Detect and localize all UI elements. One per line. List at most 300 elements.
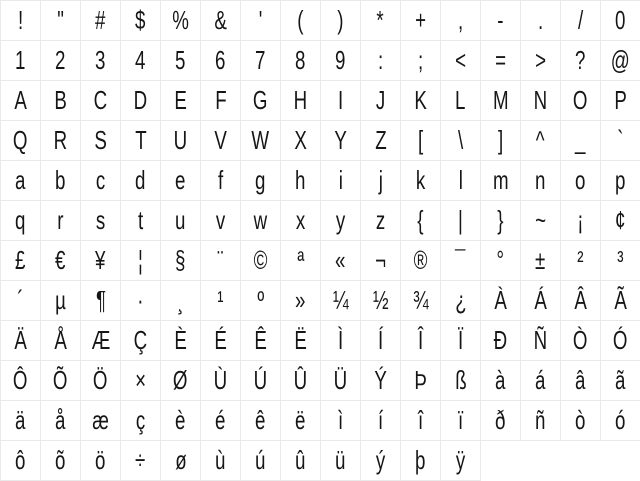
glyph: q bbox=[15, 205, 26, 235]
glyph: # bbox=[95, 5, 106, 35]
glyph: Y bbox=[334, 125, 347, 155]
glyph: Z bbox=[374, 125, 387, 155]
glyph-cell bbox=[321, 1, 361, 41]
glyph-cell bbox=[481, 81, 521, 121]
glyph: 5 bbox=[175, 45, 186, 75]
glyph-cell bbox=[81, 441, 121, 481]
glyph: m bbox=[492, 165, 509, 195]
glyph: t bbox=[137, 205, 144, 235]
glyph: b bbox=[55, 165, 66, 195]
glyph: r bbox=[57, 205, 64, 235]
glyph: A bbox=[14, 85, 27, 115]
glyph: ´ bbox=[17, 285, 24, 315]
glyph: ¬ bbox=[375, 245, 386, 275]
glyph: ¯ bbox=[455, 245, 466, 275]
glyph: ¸ bbox=[177, 285, 184, 315]
glyph: $ bbox=[135, 5, 146, 35]
glyph-cell bbox=[521, 241, 561, 281]
glyph: Ò bbox=[573, 325, 588, 355]
glyph-cell bbox=[481, 1, 521, 41]
glyph: 3 bbox=[95, 45, 106, 75]
glyph: » bbox=[295, 285, 306, 315]
glyph-cell bbox=[521, 161, 561, 201]
glyph-cell bbox=[1, 321, 41, 361]
glyph: Ó bbox=[613, 325, 628, 355]
glyph: º bbox=[257, 285, 264, 315]
glyph-cell bbox=[161, 201, 201, 241]
glyph: ï bbox=[457, 405, 464, 435]
glyph: < bbox=[455, 45, 466, 75]
glyph: ` bbox=[617, 125, 624, 155]
glyph-cell bbox=[521, 361, 561, 401]
glyph: ? bbox=[575, 45, 586, 75]
glyph-cell bbox=[321, 361, 361, 401]
glyph-cell bbox=[281, 161, 321, 201]
glyph-cell bbox=[321, 281, 361, 321]
glyph-cell bbox=[401, 321, 441, 361]
glyph: Ý bbox=[374, 365, 387, 395]
glyph: ' bbox=[258, 5, 263, 35]
glyph-cell bbox=[161, 241, 201, 281]
glyph: ¶ bbox=[95, 285, 106, 315]
glyph-cell bbox=[441, 161, 481, 201]
glyph: U bbox=[173, 125, 188, 155]
glyph: ë bbox=[295, 405, 306, 435]
glyph: n bbox=[535, 165, 546, 195]
glyph-cell bbox=[1, 241, 41, 281]
glyph-cell bbox=[401, 401, 441, 441]
glyph-cell bbox=[121, 441, 161, 481]
glyph-cell bbox=[201, 41, 241, 81]
glyph-cell bbox=[561, 241, 601, 281]
glyph: & bbox=[214, 5, 227, 35]
glyph: á bbox=[535, 365, 546, 395]
glyph-cell bbox=[201, 441, 241, 481]
glyph: Â bbox=[574, 285, 587, 315]
glyph-cell bbox=[1, 161, 41, 201]
glyph: - bbox=[497, 5, 504, 35]
glyph: þ bbox=[415, 445, 426, 475]
glyph-cell bbox=[41, 121, 81, 161]
glyph: ÷ bbox=[135, 445, 146, 475]
glyph-cell bbox=[561, 1, 601, 41]
glyph-cell bbox=[361, 321, 401, 361]
glyph-cell bbox=[601, 241, 640, 281]
empty-cell bbox=[561, 441, 601, 481]
glyph: L bbox=[455, 85, 466, 115]
glyph: : bbox=[377, 45, 384, 75]
glyph-cell bbox=[81, 401, 121, 441]
glyph: § bbox=[175, 245, 186, 275]
glyph-cell bbox=[161, 1, 201, 41]
glyph: ¨ bbox=[217, 245, 224, 275]
glyph-cell bbox=[481, 281, 521, 321]
glyph: ì bbox=[337, 405, 344, 435]
glyph: H bbox=[293, 85, 308, 115]
glyph: e bbox=[175, 165, 186, 195]
glyph: ® bbox=[413, 245, 428, 275]
glyph-cell bbox=[361, 361, 401, 401]
glyph-cell bbox=[81, 321, 121, 361]
glyph-cell bbox=[201, 81, 241, 121]
glyph: ý bbox=[375, 445, 386, 475]
glyph: À bbox=[494, 285, 507, 315]
glyph: j bbox=[378, 165, 383, 195]
glyph: y bbox=[335, 205, 346, 235]
glyph: i bbox=[338, 165, 343, 195]
glyph-cell bbox=[401, 281, 441, 321]
glyph: Ì bbox=[337, 325, 344, 355]
glyph-cell bbox=[241, 321, 281, 361]
glyph: à bbox=[495, 365, 506, 395]
glyph-cell bbox=[601, 281, 640, 321]
glyph-cell bbox=[521, 81, 561, 121]
glyph: é bbox=[215, 405, 226, 435]
glyph-cell bbox=[201, 241, 241, 281]
glyph-cell bbox=[561, 161, 601, 201]
glyph: × bbox=[135, 365, 146, 395]
glyph: ; bbox=[417, 45, 424, 75]
glyph: è bbox=[175, 405, 186, 435]
glyph: Ú bbox=[253, 365, 268, 395]
glyph: 4 bbox=[135, 45, 146, 75]
glyph: = bbox=[495, 45, 506, 75]
glyph-cell bbox=[481, 241, 521, 281]
glyph: 9 bbox=[335, 45, 346, 75]
glyph: Ô bbox=[13, 365, 28, 395]
glyph: Ð bbox=[493, 325, 508, 355]
glyph: í bbox=[377, 405, 384, 435]
glyph: " bbox=[57, 5, 64, 35]
glyph: G bbox=[253, 85, 268, 115]
glyph-cell bbox=[441, 81, 481, 121]
glyph: N bbox=[533, 85, 548, 115]
glyph-cell bbox=[561, 321, 601, 361]
glyph-cell bbox=[201, 361, 241, 401]
glyph-cell bbox=[521, 121, 561, 161]
glyph-cell bbox=[401, 201, 441, 241]
glyph-cell bbox=[201, 281, 241, 321]
glyph: [ bbox=[417, 125, 424, 155]
glyph: Û bbox=[293, 365, 308, 395]
glyph-cell bbox=[241, 161, 281, 201]
glyph-cell bbox=[281, 241, 321, 281]
glyph: Ä bbox=[14, 325, 27, 355]
glyph-cell bbox=[121, 81, 161, 121]
glyph-cell bbox=[241, 361, 281, 401]
glyph-cell bbox=[241, 441, 281, 481]
glyph-cell bbox=[281, 1, 321, 41]
glyph-cell bbox=[201, 121, 241, 161]
glyph: ! bbox=[17, 5, 24, 35]
glyph: d bbox=[135, 165, 146, 195]
glyph-cell bbox=[441, 321, 481, 361]
glyph: { bbox=[417, 205, 424, 235]
glyph-cell bbox=[321, 41, 361, 81]
glyph: ê bbox=[255, 405, 266, 435]
glyph-cell bbox=[241, 401, 281, 441]
glyph: Q bbox=[13, 125, 28, 155]
glyph-cell bbox=[521, 401, 561, 441]
glyph-cell bbox=[441, 121, 481, 161]
glyph-cell bbox=[1, 361, 41, 401]
glyph: û bbox=[295, 445, 306, 475]
glyph: @ bbox=[610, 45, 631, 75]
glyph: ß bbox=[454, 365, 467, 395]
glyph: ^ bbox=[536, 125, 545, 155]
glyph-cell bbox=[441, 361, 481, 401]
glyph: Á bbox=[534, 285, 547, 315]
glyph: \ bbox=[457, 125, 464, 155]
glyph-cell bbox=[361, 1, 401, 41]
glyph-cell bbox=[41, 161, 81, 201]
glyph: u bbox=[175, 205, 186, 235]
glyph: ( bbox=[297, 5, 304, 35]
glyph: X bbox=[294, 125, 307, 155]
glyph: € bbox=[55, 245, 66, 275]
glyph-cell bbox=[481, 361, 521, 401]
glyph-cell bbox=[281, 201, 321, 241]
glyph-cell bbox=[441, 241, 481, 281]
glyph-cell bbox=[401, 41, 441, 81]
glyph: ò bbox=[575, 405, 586, 435]
glyph: Î bbox=[417, 325, 424, 355]
glyph: ã bbox=[615, 365, 626, 395]
glyph-cell bbox=[41, 441, 81, 481]
glyph: ¦ bbox=[138, 245, 143, 275]
glyph: D bbox=[133, 85, 148, 115]
glyph-cell bbox=[1, 1, 41, 41]
glyph: l bbox=[458, 165, 463, 195]
glyph-cell bbox=[361, 241, 401, 281]
glyph: Ê bbox=[254, 325, 267, 355]
glyph: ú bbox=[255, 445, 266, 475]
glyph: . bbox=[537, 5, 544, 35]
glyph-cell bbox=[281, 41, 321, 81]
glyph: Õ bbox=[53, 365, 68, 395]
glyph: Ü bbox=[333, 365, 348, 395]
glyph-cell bbox=[241, 41, 281, 81]
glyph-cell bbox=[441, 41, 481, 81]
empty-cell bbox=[481, 441, 521, 481]
glyph: ¿ bbox=[454, 285, 467, 315]
glyph: z bbox=[375, 205, 386, 235]
glyph-cell bbox=[321, 441, 361, 481]
glyph: F bbox=[214, 85, 227, 115]
glyph: ó bbox=[615, 405, 626, 435]
glyph-cell bbox=[361, 441, 401, 481]
glyph: ô bbox=[15, 445, 26, 475]
glyph: î bbox=[417, 405, 424, 435]
glyph-cell bbox=[321, 321, 361, 361]
glyph: + bbox=[415, 5, 426, 35]
glyph-cell bbox=[521, 41, 561, 81]
glyph-cell bbox=[41, 81, 81, 121]
glyph: ä bbox=[15, 405, 26, 435]
glyph-cell bbox=[321, 121, 361, 161]
glyph-cell bbox=[121, 121, 161, 161]
glyph: ö bbox=[95, 445, 106, 475]
glyph-cell bbox=[401, 241, 441, 281]
glyph-cell bbox=[601, 1, 640, 41]
glyph: ø bbox=[174, 445, 187, 475]
glyph-cell bbox=[481, 321, 521, 361]
empty-cell bbox=[601, 441, 640, 481]
glyph: â bbox=[575, 365, 586, 395]
glyph-cell bbox=[41, 241, 81, 281]
glyph-cell bbox=[161, 41, 201, 81]
glyph: / bbox=[577, 5, 584, 35]
glyph: E bbox=[174, 85, 187, 115]
glyph: Ø bbox=[173, 365, 188, 395]
glyph-cell bbox=[121, 321, 161, 361]
glyph-cell bbox=[1, 281, 41, 321]
glyph: K bbox=[414, 85, 427, 115]
glyph-cell bbox=[361, 121, 401, 161]
glyph-cell bbox=[121, 281, 161, 321]
glyph-cell bbox=[361, 201, 401, 241]
glyph: k bbox=[415, 165, 426, 195]
glyph-cell bbox=[281, 441, 321, 481]
glyph-cell bbox=[601, 401, 640, 441]
glyph: å bbox=[55, 405, 66, 435]
glyph: _ bbox=[575, 125, 586, 155]
glyph: ³ bbox=[617, 245, 624, 275]
glyph: P bbox=[614, 85, 627, 115]
glyph-cell bbox=[441, 401, 481, 441]
glyph-cell bbox=[441, 281, 481, 321]
glyph-cell bbox=[121, 41, 161, 81]
glyph-cell bbox=[121, 1, 161, 41]
glyph-cell bbox=[481, 201, 521, 241]
glyph-cell bbox=[81, 241, 121, 281]
glyph: µ bbox=[55, 285, 66, 315]
glyph: ¥ bbox=[95, 245, 106, 275]
glyph: a bbox=[15, 165, 26, 195]
glyph: 1 bbox=[15, 45, 26, 75]
glyph-cell bbox=[81, 161, 121, 201]
glyph: ½ bbox=[372, 285, 389, 315]
glyph: f bbox=[217, 165, 224, 195]
glyph: W bbox=[251, 125, 270, 155]
glyph-cell bbox=[561, 201, 601, 241]
glyph-cell bbox=[121, 241, 161, 281]
glyph-cell bbox=[81, 1, 121, 41]
glyph: ) bbox=[337, 5, 344, 35]
glyph: c bbox=[95, 165, 106, 195]
glyph-cell bbox=[561, 81, 601, 121]
glyph-cell bbox=[201, 321, 241, 361]
glyph-cell bbox=[481, 121, 521, 161]
glyph: É bbox=[214, 325, 227, 355]
glyph: © bbox=[253, 245, 268, 275]
empty-cell bbox=[521, 441, 561, 481]
glyph: ~ bbox=[535, 205, 546, 235]
glyph: Þ bbox=[414, 365, 427, 395]
glyph: Æ bbox=[91, 325, 110, 355]
glyph-cell bbox=[41, 401, 81, 441]
glyph-cell bbox=[321, 201, 361, 241]
glyph-cell bbox=[81, 41, 121, 81]
glyph: Ö bbox=[93, 365, 108, 395]
glyph-cell bbox=[1, 121, 41, 161]
glyph-cell bbox=[521, 321, 561, 361]
glyph-cell bbox=[441, 1, 481, 41]
glyph: æ bbox=[92, 405, 109, 435]
glyph: È bbox=[174, 325, 187, 355]
glyph-cell bbox=[281, 121, 321, 161]
glyph-cell bbox=[81, 281, 121, 321]
glyph: Ù bbox=[213, 365, 228, 395]
glyph-cell bbox=[161, 441, 201, 481]
glyph: £ bbox=[15, 245, 26, 275]
glyph-cell bbox=[1, 201, 41, 241]
glyph-cell bbox=[1, 41, 41, 81]
glyph: % bbox=[172, 5, 189, 35]
glyph-cell bbox=[441, 441, 481, 481]
glyph: , bbox=[457, 5, 464, 35]
glyph: 8 bbox=[295, 45, 306, 75]
glyph: 7 bbox=[255, 45, 266, 75]
glyph-cell bbox=[121, 361, 161, 401]
glyph: } bbox=[497, 205, 504, 235]
glyph: ° bbox=[496, 245, 505, 275]
glyph-cell bbox=[401, 121, 441, 161]
glyph-cell bbox=[361, 401, 401, 441]
glyph-cell bbox=[521, 1, 561, 41]
glyph-cell bbox=[201, 201, 241, 241]
glyph-cell bbox=[361, 41, 401, 81]
glyph-cell bbox=[241, 281, 281, 321]
glyph-cell bbox=[401, 1, 441, 41]
glyph-cell bbox=[241, 241, 281, 281]
glyph-cell bbox=[81, 121, 121, 161]
glyph: ] bbox=[497, 125, 504, 155]
glyph-cell bbox=[361, 281, 401, 321]
glyph: Ñ bbox=[533, 325, 548, 355]
glyph-cell bbox=[1, 401, 41, 441]
glyph-cell bbox=[561, 121, 601, 161]
glyph: M bbox=[492, 85, 509, 115]
glyph: · bbox=[137, 285, 144, 315]
glyph-cell bbox=[601, 41, 640, 81]
glyph-cell bbox=[161, 401, 201, 441]
glyph-cell bbox=[81, 81, 121, 121]
glyph-cell bbox=[281, 321, 321, 361]
glyph-cell bbox=[561, 401, 601, 441]
glyph-cell bbox=[281, 401, 321, 441]
glyph-cell bbox=[321, 81, 361, 121]
glyph-cell bbox=[481, 161, 521, 201]
glyph-cell bbox=[41, 41, 81, 81]
glyph-cell bbox=[601, 121, 640, 161]
glyph: ñ bbox=[535, 405, 546, 435]
glyph: ü bbox=[335, 445, 346, 475]
glyph: S bbox=[94, 125, 107, 155]
glyph-cell bbox=[81, 361, 121, 401]
glyph-cell bbox=[121, 201, 161, 241]
glyph-cell bbox=[1, 81, 41, 121]
glyph-cell bbox=[401, 161, 441, 201]
glyph: I bbox=[337, 85, 344, 115]
glyph: | bbox=[458, 205, 463, 235]
glyph: B bbox=[54, 85, 67, 115]
glyph-cell bbox=[561, 361, 601, 401]
glyph-cell bbox=[41, 361, 81, 401]
glyph: O bbox=[573, 85, 588, 115]
glyph-cell bbox=[161, 121, 201, 161]
glyph: Å bbox=[54, 325, 67, 355]
